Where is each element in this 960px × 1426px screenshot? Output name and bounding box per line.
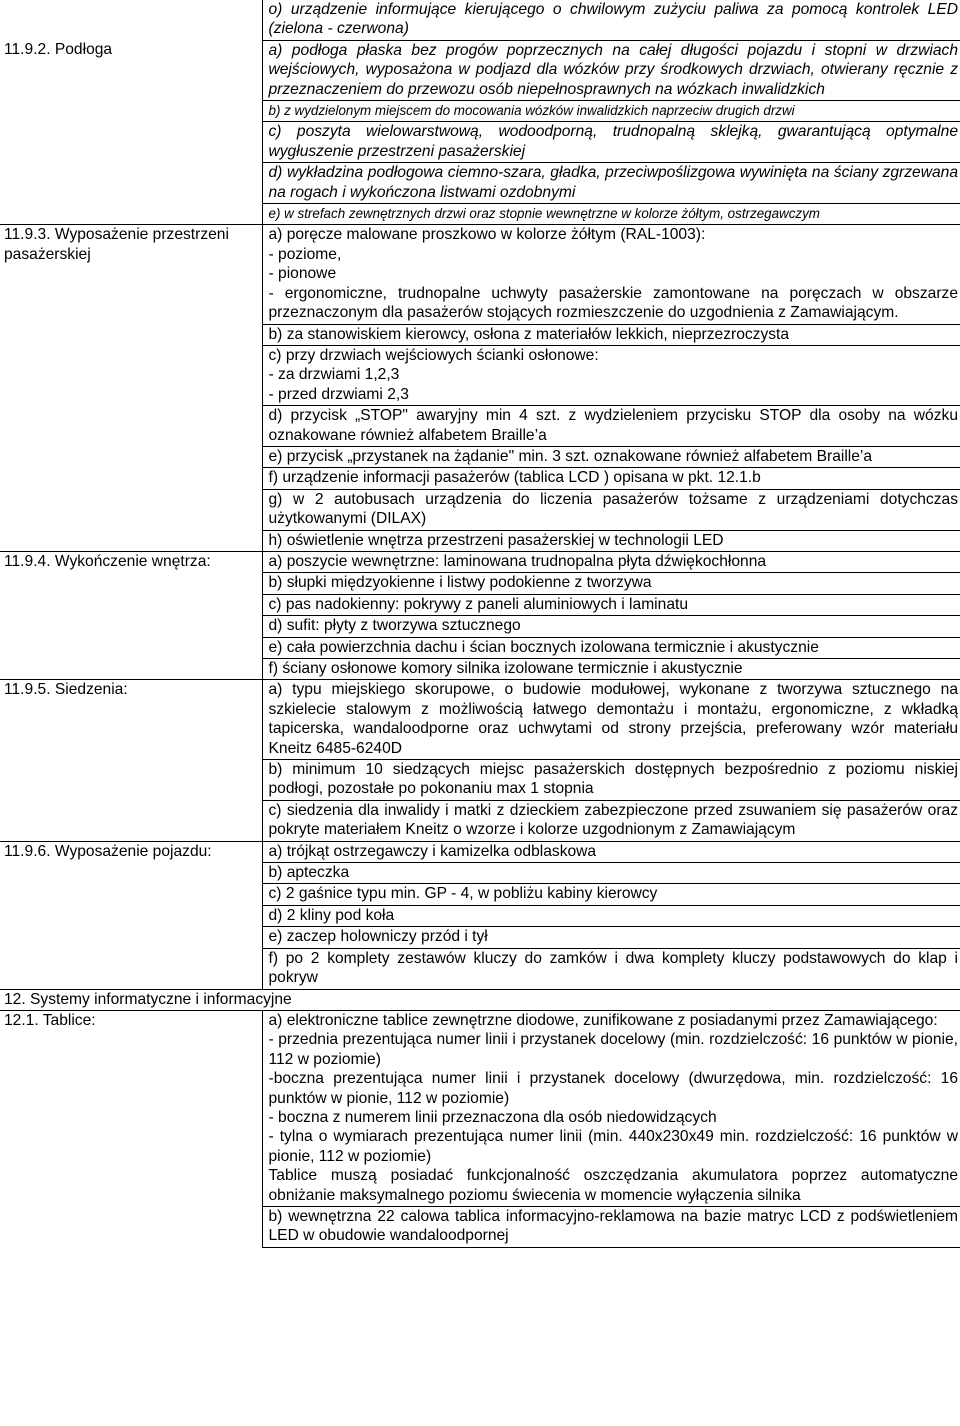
boards-item-b: b) wewnętrzna 22 calowa tablica informacyjno-reklamowa na bazie matryc LCD z podświetleniem LED w obudowie wandaloodpornej [262,1206,960,1247]
vehicle-item-d: d) 2 kliny pod koła [262,905,960,926]
equipment-item-g: g) w 2 autobusach urządzenia do liczenia pasażerów tożsame z urządzeniami dotychczas użytkowanymi (DILAX) [262,489,960,530]
vehicle-item-f: f) po 2 komplety zestawów kluczy do zamków i dwa komplety kluczy podstawowych do klap i pokryw [262,948,960,989]
section-label-11-9-3: 11.9.3. Wyposażenie przestrzeni pasażerskiej [0,225,262,552]
seats-item-b: b) minimum 10 siedzących miejsc pasażerskich dostępnych bezpośrednio z poziomu niskiej podłogi, pozostałe po pokonaniu max 1 stopnia [262,760,960,801]
boards-line-5: - tylna o wymiarach prezentująca numer linii (min. 440x230x49 min. rozdzielczość: 16 punktów w pionie, 112 w poziomie) [268,1128,958,1165]
section-label-11-9-4: 11.9.4. Wykończenie wnętrza: [0,551,262,679]
table-row [0,841,960,862]
seats-item-c: c) siedzenia dla inwalidy i matki z dzieckiem zabezpieczone przed zsuwaniem się pasażerów oraz pokryte materiałem Kneitz o wzorze i kolorze uzgodnionym z Zamawiającym [262,800,960,841]
section-heading-12: 12. Systemy informatyczne i informacyjne [0,989,960,1010]
vehicle-item-e: e) zaczep holowniczy przód i tył [262,927,960,948]
table-row [0,1010,960,1206]
seats-item-a: a) typu miejskiego skorupowe, o budowie modułowej, wykonane z tworzywa sztucznego na szkielecie stalowym z możliwością łatwego demontażu i montażu, ergonomiczne, z wkładką tapicerska, wandaloodporne oraz uchwytami od strony przejścia, preferowany wzór materiału Kneitz 6485-6240D [262,680,960,760]
boards-item-a [262,1010,960,1206]
finish-item-e: e) cała powierzchnia dachu i ścian bocznych izolowana termicznie i akustycznie [262,637,960,658]
section-label-11-9-2: 11.9.2. Podłoga [4,41,113,59]
table-row [0,225,960,324]
finish-item-b: b) słupki międzyokienne i listwy podokienne z tworzywa [262,573,960,594]
handrail-ergonomic: - ergonomiczne, trudnopalne uchwyty pasażerskie zamontowane na poręczach w obszarze przeznaczonym dla pasażerów stojących rozmieszczenie do uzgodnienia z Zamawiającym. [268,284,958,322]
table-row [0,989,960,1010]
screens-line-2: - za drzwiami 1,2,3 [268,366,400,384]
equipment-item-d: d) przycisk „STOP" awaryjny min 4 szt. z wydzieleniem przycisku STOP dla osoby na wózku oznakowane również alfabetem Braille’a [262,406,960,447]
vehicle-item-a: a) trójkąt ostrzegawczy i kamizelka odblaskowa [262,841,960,862]
finish-item-c: c) pas nadokienny: pokrywy z paneli aluminiowych i laminatu [262,594,960,615]
vehicle-item-b: b) apteczka [262,863,960,884]
equipment-item-e: e) przycisk „przystanek na żądanie" min. 3 szt. oznakowane również alfabetem Braille’a [262,446,960,467]
equipment-item-c [262,345,960,405]
section-label-11-9-5: 11.9.5. Siedzenia: [0,680,262,841]
boards-line-3: -boczna prezentująca numer linii i przystanek docelowy (dwurzędowa, min. rozdzielczość: 16 punktów w pionie, 112 w poziomie) [268,1070,958,1107]
finish-item-d: d) sufit: płyty z tworzywa sztucznego [262,616,960,637]
floor-item-d: d) wykładzina podłogowa ciemno-szara, gładka, przeciwpoślizgowa wywinięta na ściany zgrzewana na rogach i wykończona listwami ozdobnymi [262,163,960,204]
item-o-led-indicator: o) urządzenie informujące kierującego o chwilowym zużyciu paliwa za pomocą kontrolek LED (zielona - czerwona) [262,0,960,40]
table-row [0,0,960,40]
handrail-line-1: a) poręcze malowane proszkowo w kolorze żółtym (RAL-1003): [268,226,706,244]
table-row [0,551,960,572]
vehicle-item-c: c) 2 gaśnice typu min. GP - 4, w pobliżu kabiny kierowcy [262,884,960,905]
equipment-item-a [262,225,960,324]
finish-item-a: a) poszycie wewnętrzne: laminowana trudnopalna płyta dźwiękochłonna [262,551,960,572]
section-label-11-9-6: 11.9.6. Wyposażenie pojazdu: [0,841,262,989]
table-row [0,680,960,760]
boards-line-4: - boczna z numerem linii przeznaczona dla osób niedowidzących [268,1108,717,1126]
floor-item-e: e) w strefach zewnętrznych drzwi oraz stopnie wewnętrzne w kolorze żółtym, ostrzegawczym [262,204,960,225]
finish-item-f: f) ściany osłonowe komory silnika izolowane termicznie i akustycznie [262,659,960,680]
empty-label-cell [0,0,262,40]
boards-line-6: Tablice muszą posiadać funkcjonalność oszczędzania akumulatora poprzez automatyczne obniżanie maksymalnego poziomu świecenia w momencie wyłączenia silnika [268,1167,958,1204]
equipment-item-b: b) za stanowiskiem kierowcy, osłona z materiałów lekkich, nieprzezroczysta [262,324,960,345]
section-label-12-1: 12.1. Tablice: [0,1010,262,1247]
handrail-line-2: - poziome, [268,245,342,263]
floor-item-c: c) poszyta wielowarstwową, wodoodporną, trudnopalną sklejką, gwarantującą optymalne wygłuszenie przestrzeni pasażerskiej [262,122,960,163]
handrail-line-3: - pionowe [268,265,337,283]
boards-line-1: a) elektroniczne tablice zewnętrzne diodowe, zunifikowane z posiadanymi przez Zamawiającego: [268,1011,938,1029]
floor-item-b: b) z wydzielonym miejscem do mocowania wózków inwalidzkich naprzeciw drugich drzwi [262,101,960,122]
table-row [0,40,960,100]
boards-line-2: - przednia prezentująca numer linii i przystanek docelowy (min. rozdzielczość: 16 punktów w pionie, 112 w poziomie) [268,1031,958,1068]
equipment-item-f: f) urządzenie informacji pasażerów (tablica LCD ) opisana w pkt. 12.1.b [262,468,960,489]
screens-line-3: - przed drzwiami 2,3 [268,385,409,403]
screens-line-1: c) przy drzwiach wejściowych ścianki osłonowe: [268,346,599,364]
equipment-item-h: h) oświetlenie wnętrza przestrzeni pasażerskiej w technologii LED [262,530,960,551]
floor-item-a: a) podłoga płaska bez progów poprzecznych na całej długości pojazdu i stopni w drzwiach wejściowych, wyposażona w podjazd dla wózków przy środkowych drzwiach, otwierany ręcznie z przeznaczeniem do przewozu osób niepełnosprawnych na wózkach inwalidzkich [262,40,960,100]
